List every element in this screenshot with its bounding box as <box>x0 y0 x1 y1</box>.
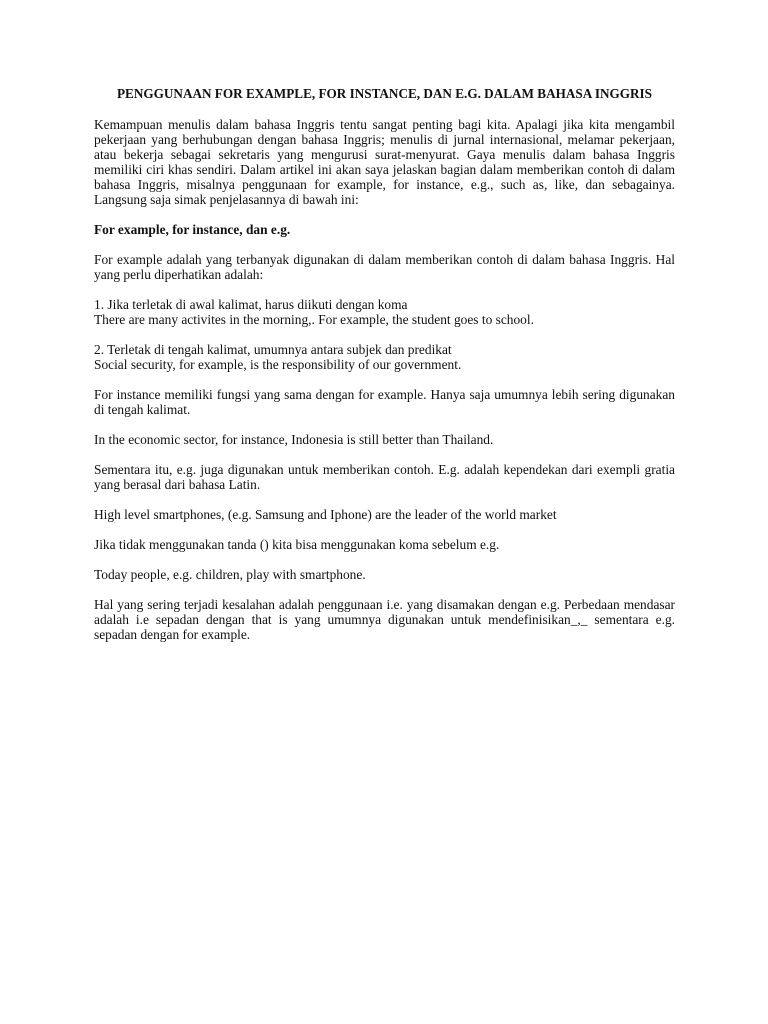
for-instance-example: In the economic sector, for instance, Indonesia is still better than Thailand. <box>94 432 494 447</box>
eg-paragraph: Sementara itu, e.g. juga digunakan untuk memberikan contoh. E.g. adalah kependekan dari exempli gratia yang berasal dari bahasa Latin. <box>94 462 675 492</box>
eg-example-2: Today people, e.g. children, play with smartphone. <box>94 567 366 582</box>
intro-paragraph: Kemampuan menulis dalam bahasa Inggris tentu sangat penting bagi kita. Apalagi jika kita mengambil pekerjaan yang berhubungan dengan bahasa Inggris; menulis di jurnal internasional, melamar pekerjaan, atau bekerja sebagai sekretaris yang mengurusi surat-menyurat. Gaya menulis dalam bahasa Inggris memiliki ciri khas sendiri. Dalam artikel ini akan saya jelaskan bagian dalam memberikan contoh di dalam bahasa Inggris, misalnya penggunaan for example, for instance, e.g., such as, like, dan sebagainya. Langsung saja simak penjelasannya di bawah ini: <box>94 117 675 207</box>
section-heading <box>94 222 675 237</box>
document-page <box>94 86 675 657</box>
section-heading-period: . <box>286 222 291 237</box>
section-heading-text: For example, for instance, dan e.g <box>94 222 287 237</box>
document-title: PENGGUNAAN FOR EXAMPLE, FOR INSTANCE, DAN E.G. DALAM BAHASA INGGRIS <box>117 86 652 101</box>
rule-2-text: 2. Terletak di tengah kalimat, umumnya antara subjek dan predikat <box>94 342 452 357</box>
ie-paragraph: Hal yang sering terjadi kesalahan adalah penggunaan i.e. yang disamakan dengan e.g. Perbedaan mendasar adalah i.e sepadan dengan that is yang umumnya digunakan untuk mendefinisikan_,_ sementara e.g. sepadan dengan for example. <box>94 597 675 642</box>
rule-1-example: There are many activites in the morning,. For example, the student goes to school. <box>94 312 534 327</box>
rule-2-block <box>94 342 675 372</box>
for-example-paragraph: For example adalah yang terbanyak digunakan di dalam memberikan contoh di dalam bahasa Inggris. Hal yang perlu diperhatikan adalah: <box>94 252 675 282</box>
eg-example-1: High level smartphones, (e.g. Samsung and Iphone) are the leader of the world market <box>94 507 557 522</box>
rule-1-text: 1. Jika terletak di awal kalimat, harus diikuti dengan koma <box>94 297 408 312</box>
for-instance-paragraph: For instance memiliki fungsi yang sama dengan for example. Hanya saja umumnya lebih sering digunakan di tengah kalimat. <box>94 387 675 417</box>
comma-paragraph: Jika tidak menggunakan tanda () kita bisa menggunakan koma sebelum e.g. <box>94 537 500 552</box>
rule-2-example: Social security, for example, is the responsibility of our government. <box>94 357 462 372</box>
rule-1-block <box>94 297 675 327</box>
